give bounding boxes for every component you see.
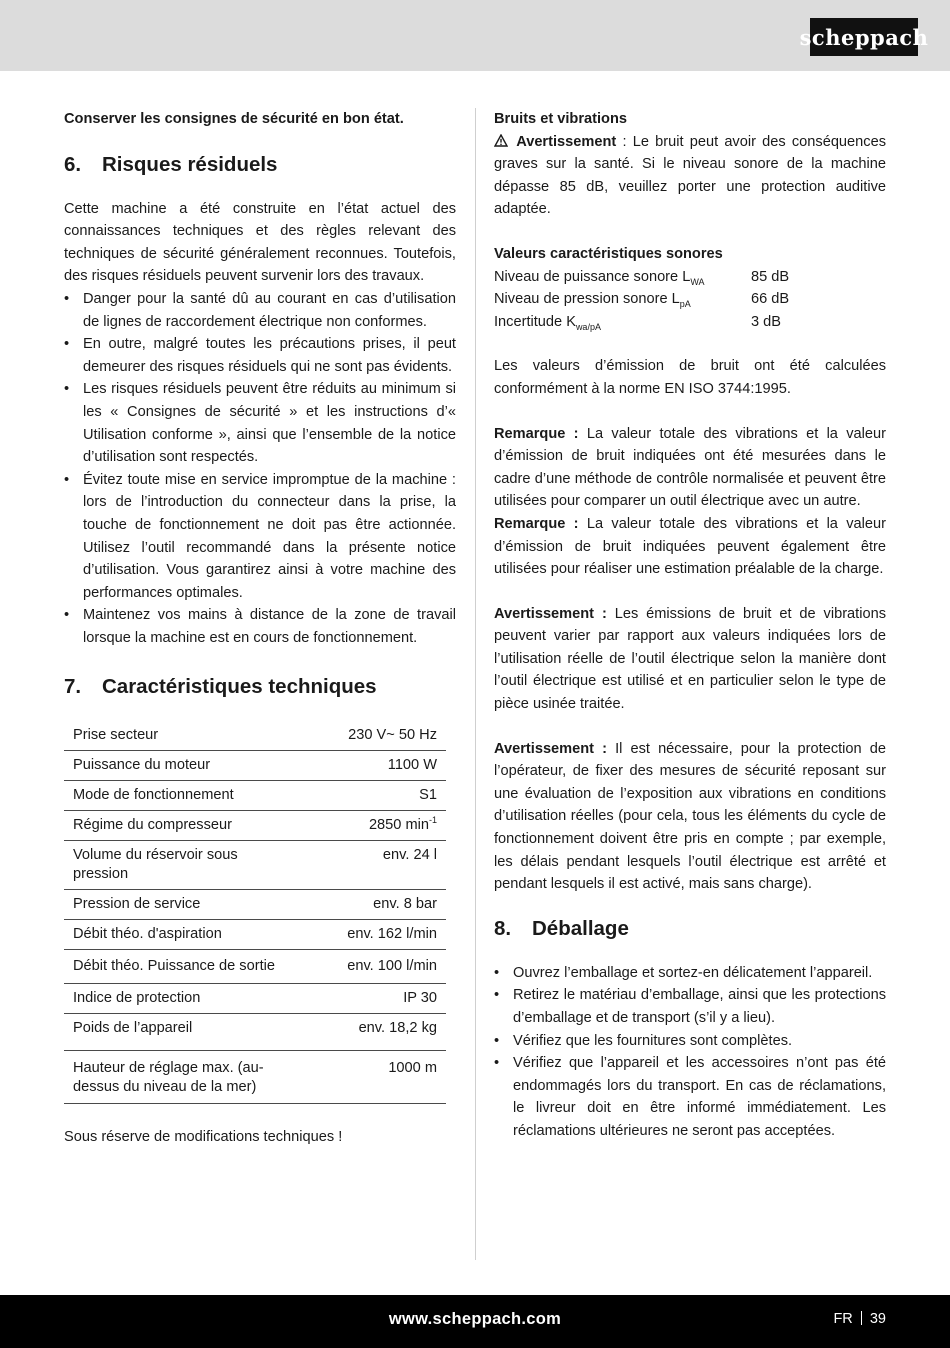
table-row <box>64 1014 446 1051</box>
list-item: • Maintenez vos mains à distance de la zone de travail lorsque la machine est en cours de fonctionnement. <box>64 604 456 649</box>
spec-value: IP 30 <box>403 990 437 1007</box>
sound-value: 85 dB <box>751 268 790 285</box>
sound-value: 3 dB <box>751 313 782 330</box>
spec-label: Régime du compresseur <box>73 817 232 834</box>
spec-label: Poids de l’appareil <box>73 1020 193 1037</box>
list-item: • Retirez le matériau d’emballage, ainsi que les protections d’emballage et de transport (s’il y a lieu). <box>494 984 886 1029</box>
emission-text: Les valeurs d’émission de bruit ont été calculées conformément à la norme EN ISO 3744:1995. <box>494 358 886 397</box>
section-6-title: Risques résiduels <box>102 152 278 176</box>
header-bar <box>0 0 950 71</box>
spec-label: Prise secteur <box>73 727 159 744</box>
spec-label: Débit théo. Puissance de sortie <box>73 958 275 975</box>
spec-label: Pression de service <box>73 896 201 913</box>
left-column <box>64 108 456 1149</box>
section-6-heading <box>64 151 456 179</box>
section-8-title: Déballage <box>532 916 629 940</box>
footer-bar <box>0 1295 950 1348</box>
section-6-intro: Cette machine a été construite en l’état actuel des connaissances techniques et des règles relevant des techniques de sécurité généralement reconnues. Toutefois, des risques résiduels peuvent survenir lors des travaux. <box>64 200 456 285</box>
warning-2: Avertissement : Les émissions de bruit et de vibrations peuvent varier par rapport aux valeurs indiquées lors de l’utilisation réelle de l’outil électrique selon la manière dont l’outil électrique est utilisé et en particulier selon le type de pièce usinée traitée. <box>494 605 886 713</box>
column-divider <box>475 108 476 1260</box>
warning-3: Avertissement : Il est nécessaire, pour la protection de l’opérateur, de fixer des mesures de sécurité reposant sur une évaluation de l’exposition aux vibrations en conditions d’utilisation réelles (pour cela, tous les éléments du cycle de fonctionnement doivent être pris en compte ; par exemple, les délais pendant lesquels l’outil électrique est arrêté et pendant lesquels il est activé, mais sans charge). <box>494 740 886 893</box>
sound-value: 66 dB <box>751 291 790 308</box>
spec-label: Puissance du moteur <box>73 757 211 774</box>
warning-text: : Le bruit peut avoir des conséquences graves sur la santé. Si le niveau sonore de la machine dépasse 85 dB, veuillez porter une protection auditive adaptée. <box>494 133 886 218</box>
section-8-number: 8. <box>494 916 512 940</box>
noise-heading: Bruits et vibrations <box>494 111 627 127</box>
section-7-title: Caractéristiques techniques <box>102 675 377 699</box>
section-6-number: 6. <box>64 152 82 176</box>
list-item: Niveau de puissance sonore $L_{WA}$ 85 dB <box>494 266 886 289</box>
remark-1: Remarque : La valeur totale des vibrations et la valeur d’émission de bruit indiquées ont été mesurées dans le cadre d’une méthode de contrôle normalisée et peuvent être utilisées pour comparer un outil électrique avec un autre. <box>494 425 886 510</box>
spec-value: 2850 $\min^{-1}$ <box>368 815 437 834</box>
list-item: • Évitez toute mise en service impromptue de la machine : lors de l’introduction du connecteur dans la prise, la touche de fonctionnement ne doit pas être actionnée. Utilisez l’outil recommandé dans la présente notice d’utilisation. Vous garantirez ainsi à votre machine des performances optimales. <box>64 469 456 605</box>
page-indicator <box>833 1311 886 1327</box>
section-7-heading <box>64 673 456 701</box>
list-item: • Les risques résiduels peuvent être réduits au minimum si les « Consignes de sécurité » et les instructions d’« Utilisation conforme », ainsi que l’ensemble de la notice d’utilisation sont respectés. <box>64 378 456 468</box>
list-item: • En outre, malgré toutes les précautions prises, il peut demeurer des risques résiduels qui ne sont pas évidents. <box>64 333 456 378</box>
spec-label: Volume du réservoir sous pression <box>73 847 238 883</box>
noise-warning <box>494 131 886 221</box>
section-8-heading <box>494 915 886 943</box>
website-link[interactable]: www.scheppach.com <box>388 1310 562 1328</box>
warning-label: Avertissement <box>516 133 617 150</box>
table-row <box>64 781 446 811</box>
unpacking-list <box>494 962 886 1143</box>
list-item: • Ouvrez l’emballage et sortez-en délicatement l’appareil. <box>494 962 886 985</box>
spec-value: env. 24 l <box>382 847 437 864</box>
table-row <box>64 751 446 781</box>
spec-value: env. 162 l/min <box>347 926 437 943</box>
spec-label: Indice de protection <box>73 990 201 1007</box>
list-item: Incertitude $K_{wa/pA}$ 3 dB <box>494 311 886 334</box>
spec-label: Mode de fonctionnement <box>73 787 234 804</box>
list-item: Niveau de pression sonore $L_{pA}$ 66 dB <box>494 288 886 311</box>
sound-values-list <box>494 266 886 334</box>
table-row <box>64 950 446 984</box>
spec-label: Débit théo. d'aspiration <box>73 926 222 943</box>
list-item: • Vérifiez que l’appareil et les accessoires n’ont pas été endommagés lors du transport. En cas de réclamations, le livreur doit en être informé immédiatement. Les réclamations ultérieures ne seront pas acceptées. <box>494 1052 886 1142</box>
table-row <box>64 841 446 890</box>
spec-value: 1000 m <box>388 1060 437 1077</box>
spec-label: Hauteur de réglage max. (au-dessus du niveau de la mer) <box>73 1060 264 1096</box>
table-row <box>64 984 446 1014</box>
spec-value: 230 V~ 50 Hz <box>348 727 437 744</box>
residual-risks-list <box>64 288 456 650</box>
spec-superscript: -1 <box>428 815 437 826</box>
language-code: FR <box>833 1311 853 1327</box>
list-item: • Vérifiez que les fournitures sont complètes. <box>494 1030 886 1053</box>
table-row <box>64 920 446 950</box>
spec-value: 1100 W <box>387 757 437 774</box>
table-row <box>64 721 446 751</box>
spec-value: env. 18,2 kg <box>358 1020 437 1037</box>
table-row <box>64 811 446 841</box>
table-row <box>64 1051 446 1104</box>
right-column <box>494 108 886 1143</box>
section-7-number: 7. <box>64 675 82 699</box>
spec-value: S1 <box>419 787 437 804</box>
spec-value: env. 100 l/min <box>347 958 437 975</box>
page-number: 39 <box>869 1311 886 1327</box>
table-row <box>64 890 446 920</box>
brand-logo: scheppach <box>810 18 918 56</box>
keep-instructions-note: Conserver les consignes de sécurité en bon état. <box>64 111 404 127</box>
specs-footnote: Sous réserve de modifications techniques ! <box>64 1129 343 1146</box>
spec-value: env. 8 bar <box>373 896 437 913</box>
tech-specs-table <box>64 721 446 1104</box>
sound-values-heading: Valeurs caractéristiques sonores <box>494 245 723 262</box>
warning-triangle-icon <box>494 131 510 154</box>
list-item: • Danger pour la santé dû au courant en cas d’utilisation de lignes de raccordement électrique non conformes. <box>64 288 456 333</box>
remark-2: Remarque : La valeur totale des vibrations et la valeur d’émission de bruit indiquées peuvent également être utilisées pour réaliser une estimation préalable de la charge. <box>494 515 886 578</box>
